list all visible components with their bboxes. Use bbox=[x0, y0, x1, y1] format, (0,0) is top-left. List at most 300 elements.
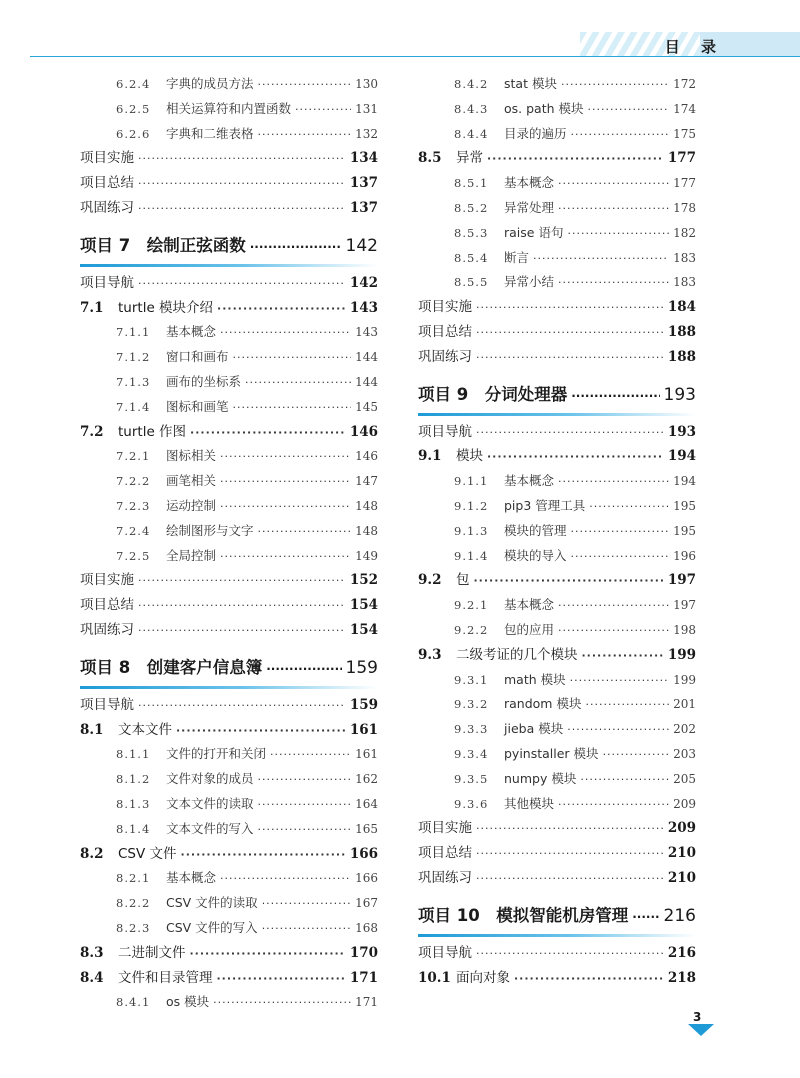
toc-page-number: 209 bbox=[667, 820, 696, 837]
toc-leader-dots bbox=[476, 346, 664, 371]
toc-page-number: 171 bbox=[349, 969, 378, 986]
toc-section-number: 9.1.1 bbox=[454, 474, 489, 489]
toc-section-number: 8.1.1 bbox=[116, 747, 151, 762]
toc-leader-dots bbox=[558, 470, 669, 495]
toc-item-row[interactable] bbox=[418, 816, 696, 841]
toc-leader-dots bbox=[476, 867, 664, 892]
toc-subsection-row[interactable] bbox=[418, 792, 696, 817]
toc-project-heading[interactable] bbox=[418, 897, 696, 935]
toc-section-number: 9.3.6 bbox=[454, 796, 489, 811]
toc-section-number: 8.5.1 bbox=[454, 176, 489, 191]
toc-subsection-row[interactable] bbox=[80, 767, 378, 792]
toc-page-number: 198 bbox=[673, 622, 696, 637]
toc-leader-dots bbox=[487, 147, 664, 172]
toc-item-row[interactable] bbox=[80, 146, 378, 171]
toc-page-number: 137 bbox=[349, 175, 378, 192]
toc-page-number: 131 bbox=[355, 101, 378, 116]
toc-entry-label: 文件的打开和关闭 bbox=[166, 746, 267, 762]
toc-leader-dots bbox=[603, 743, 670, 768]
toc-page-number: 188 bbox=[667, 323, 696, 340]
toc-section-row[interactable] bbox=[418, 966, 696, 991]
toc-subsection-row[interactable] bbox=[418, 717, 696, 742]
toc-section-number: 9.3.2 bbox=[454, 697, 489, 712]
toc-page-number: 143 bbox=[349, 299, 378, 316]
toc-item-row[interactable] bbox=[80, 693, 378, 718]
toc-section-number: 6.2.4 bbox=[116, 77, 151, 91]
toc-section-number: 9.3.3 bbox=[454, 722, 489, 737]
toc-section-number: 9.2.2 bbox=[454, 622, 489, 637]
toc-item-row[interactable] bbox=[80, 171, 378, 196]
toc-subsection-row[interactable] bbox=[418, 221, 696, 246]
toc-subsection-row[interactable] bbox=[418, 270, 696, 295]
toc-page-number: 195 bbox=[673, 523, 696, 538]
toc-page-number: 147 bbox=[355, 474, 378, 489]
toc-section-number: 7.1.3 bbox=[116, 374, 151, 389]
toc-subsection-row[interactable] bbox=[418, 246, 696, 271]
toc-subsection-row[interactable] bbox=[418, 469, 696, 494]
toc-section-number: 9.3.4 bbox=[454, 746, 489, 761]
toc-leader-dots bbox=[138, 272, 346, 297]
toc-section-row[interactable] bbox=[80, 842, 378, 867]
toc-leader-dots bbox=[220, 321, 351, 346]
toc-section-number: 8.4.2 bbox=[454, 77, 489, 91]
toc-section-number: 8.1.3 bbox=[116, 796, 151, 811]
toc-subsection-row[interactable] bbox=[80, 370, 378, 395]
toc-leader-dots bbox=[190, 942, 346, 967]
toc-leader-dots bbox=[571, 123, 670, 148]
toc-entry-label: CSV 文件 bbox=[118, 845, 177, 862]
toc-entry-label: 基本概念 bbox=[166, 324, 217, 340]
toc-subsection-row[interactable] bbox=[418, 519, 696, 544]
toc-entry-label: numpy 模块 bbox=[504, 770, 577, 786]
toc-subsection-row[interactable] bbox=[80, 395, 378, 420]
toc-section-number: 9.3.1 bbox=[454, 672, 489, 687]
toc-subsection-row[interactable] bbox=[418, 618, 696, 643]
toc-subsection-row[interactable] bbox=[80, 97, 378, 122]
toc-page-number: 182 bbox=[673, 225, 696, 240]
toc-page-number: 168 bbox=[355, 920, 378, 935]
toc-leader-dots bbox=[571, 377, 659, 415]
toc-leader-dots bbox=[558, 197, 669, 222]
toc-page-number: 167 bbox=[355, 896, 378, 911]
toc-section-number: 8.4.1 bbox=[116, 995, 151, 1010]
toc-entry-label: 模块的导入 bbox=[504, 547, 567, 563]
toc-leader-dots bbox=[220, 545, 351, 570]
toc-section-number: 7.1.2 bbox=[116, 350, 151, 365]
toc-subsection-row[interactable] bbox=[418, 742, 696, 767]
toc-section-number: 8.2.3 bbox=[116, 920, 151, 935]
toc-leader-dots bbox=[588, 98, 670, 123]
toc-page-number: 146 bbox=[355, 449, 378, 464]
toc-entry-label: 项目总结 bbox=[80, 175, 134, 192]
toc-subsection-row[interactable] bbox=[80, 72, 378, 97]
toc-page-number: 183 bbox=[673, 275, 696, 290]
toc-section-number: 8.5.4 bbox=[454, 250, 489, 265]
toc-item-row[interactable] bbox=[418, 420, 696, 445]
toc-page-number: 199 bbox=[673, 672, 696, 687]
toc-entry-label: pip3 管理工具 bbox=[504, 497, 586, 513]
toc-section-row[interactable] bbox=[418, 146, 696, 171]
toc-entry-label: 绘制图形与文字 bbox=[166, 522, 254, 538]
toc-entry-label: 文本文件 bbox=[118, 721, 172, 738]
toc-page-number: 152 bbox=[349, 572, 378, 589]
toc-entry-label: 巩固练习 bbox=[80, 621, 134, 638]
toc-leader-dots bbox=[487, 445, 664, 470]
toc-section-number: 9.2 bbox=[418, 572, 442, 589]
toc-section-number: 8.1.4 bbox=[116, 821, 151, 836]
toc-subsection-row[interactable] bbox=[418, 668, 696, 693]
toc-entry-label: CSV 文件的写入 bbox=[166, 919, 258, 935]
toc-page-number: 216 bbox=[663, 905, 696, 926]
toc-leader-dots bbox=[558, 271, 669, 296]
toc-leader-dots bbox=[476, 321, 664, 346]
toc-leader-dots bbox=[474, 569, 664, 594]
toc-entry-label: 文本文件的写入 bbox=[166, 820, 254, 836]
toc-subsection-row[interactable] bbox=[80, 792, 378, 817]
toc-section-number: 9.1 bbox=[418, 448, 442, 465]
toc-page-number: 161 bbox=[349, 721, 378, 738]
toc-page-number: 183 bbox=[673, 250, 696, 265]
toc-subsection-row[interactable] bbox=[418, 72, 696, 97]
toc-page-number: 154 bbox=[349, 621, 378, 638]
toc-entry-label: pyinstaller 模块 bbox=[504, 745, 599, 761]
toc-leader-dots bbox=[533, 247, 669, 272]
toc-entry-label: 包的应用 bbox=[504, 621, 555, 637]
toc-page-number: 201 bbox=[673, 697, 696, 712]
toc-subsection-row[interactable] bbox=[418, 692, 696, 717]
toc-project-heading[interactable] bbox=[80, 649, 378, 687]
toc-section-number: 6.2.5 bbox=[116, 101, 151, 116]
toc-page-number: 171 bbox=[355, 995, 378, 1010]
toc-page-number: 188 bbox=[667, 348, 696, 365]
toc-page-number: 209 bbox=[673, 796, 696, 811]
toc-leader-dots bbox=[258, 793, 352, 818]
toc-section-row[interactable] bbox=[80, 941, 378, 966]
toc-item-row[interactable] bbox=[418, 320, 696, 345]
toc-leader-dots bbox=[295, 98, 351, 123]
toc-entry-label: os 模块 bbox=[166, 994, 210, 1010]
toc-section-number: 7.1.1 bbox=[116, 325, 151, 340]
toc-leader-dots bbox=[245, 371, 351, 396]
toc-project-heading[interactable] bbox=[80, 227, 378, 265]
toc-subsection-row[interactable] bbox=[80, 519, 378, 544]
toc-section-number: 8.4.4 bbox=[454, 126, 489, 141]
page-header-title: 目 录 bbox=[664, 38, 724, 56]
toc-entry-label: 二级考证的几个模块 bbox=[456, 646, 578, 663]
toc-section-number: 8.4 bbox=[80, 969, 104, 986]
toc-entry-label: 项目实施 bbox=[80, 572, 134, 589]
toc-entry-label: 运动控制 bbox=[166, 497, 217, 513]
toc-leader-dots bbox=[217, 297, 346, 322]
toc-entry-label: 窗口和画布 bbox=[166, 349, 229, 365]
toc-leader-dots bbox=[476, 942, 664, 967]
toc-entry-label: 项目总结 bbox=[418, 845, 472, 862]
toc-section-number: 7.2.1 bbox=[116, 449, 151, 464]
toc-page-number: 142 bbox=[349, 274, 378, 291]
toc-entry-label: 图标相关 bbox=[166, 448, 217, 464]
toc-item-row[interactable] bbox=[418, 866, 696, 891]
toc-page-number: 161 bbox=[355, 747, 378, 762]
toc-subsection-row[interactable] bbox=[80, 320, 378, 345]
toc-page-number: 166 bbox=[355, 871, 378, 886]
toc-entry-label: 巩固练习 bbox=[418, 348, 472, 365]
toc-page-number: 148 bbox=[355, 498, 378, 513]
toc-page-number: 210 bbox=[667, 845, 696, 862]
toc-leader-dots bbox=[220, 470, 351, 495]
toc-page-number: 130 bbox=[355, 77, 378, 91]
toc-section-row[interactable] bbox=[418, 444, 696, 469]
toc-page-number: 145 bbox=[355, 399, 378, 414]
toc-leader-dots bbox=[217, 967, 346, 992]
toc-subsection-row[interactable] bbox=[418, 494, 696, 519]
toc-section-number: 8.4.3 bbox=[454, 101, 489, 116]
toc-entry-label: 包 bbox=[456, 572, 470, 589]
toc-section-number: 7.1.4 bbox=[116, 399, 151, 414]
toc-subsection-row[interactable] bbox=[80, 122, 378, 147]
toc-entry-label: 字典和二维表格 bbox=[166, 125, 254, 141]
toc-page-number: 159 bbox=[349, 696, 378, 713]
toc-subsection-row[interactable] bbox=[418, 196, 696, 221]
toc-leader-dots bbox=[476, 817, 664, 842]
toc-section-number: 8.5.5 bbox=[454, 275, 489, 290]
toc-entry-label: 文本文件的读取 bbox=[166, 795, 254, 811]
toc-leader-dots bbox=[558, 172, 669, 197]
toc-entry-label: 全局控制 bbox=[166, 547, 217, 563]
toc-item-row[interactable] bbox=[418, 941, 696, 966]
toc-entry-label: random 模块 bbox=[504, 696, 582, 712]
toc-entry-label: raise 语句 bbox=[504, 224, 564, 240]
toc-section-row[interactable] bbox=[80, 420, 378, 445]
toc-section-row[interactable] bbox=[418, 643, 696, 668]
toc-subsection-row[interactable] bbox=[80, 990, 378, 1015]
toc-leader-dots bbox=[176, 719, 346, 744]
toc-section-number: 8.2.2 bbox=[116, 896, 151, 911]
toc-leader-dots bbox=[476, 421, 664, 446]
toc-page-number: 174 bbox=[673, 101, 696, 116]
toc-item-row[interactable] bbox=[80, 568, 378, 593]
toc-entry-label: 模块 bbox=[456, 448, 483, 465]
toc-entry-label: os. path 模块 bbox=[504, 100, 584, 116]
toc-page-number: 193 bbox=[667, 423, 696, 440]
toc-entry-label: stat 模块 bbox=[504, 76, 557, 91]
toc-leader-dots bbox=[138, 619, 346, 644]
toc-leader-dots bbox=[258, 123, 352, 148]
toc-subsection-row[interactable] bbox=[80, 469, 378, 494]
toc-leader-dots bbox=[589, 495, 669, 520]
toc-subsection-row[interactable] bbox=[418, 122, 696, 147]
toc-leader-dots bbox=[258, 73, 352, 98]
toc-leader-dots bbox=[580, 768, 669, 793]
toc-entry-label: jieba 模块 bbox=[504, 721, 564, 737]
toc-project-title: 项目 10 模拟智能机房管理 bbox=[418, 905, 629, 925]
toc-leader-dots bbox=[571, 520, 670, 545]
toc-leader-dots bbox=[262, 892, 351, 917]
toc-entry-label: 面向对象 bbox=[456, 969, 510, 986]
toc-item-row[interactable] bbox=[80, 593, 378, 618]
toc-leader-dots bbox=[220, 867, 351, 892]
toc-subsection-row[interactable] bbox=[418, 767, 696, 792]
toc-subsection-row[interactable] bbox=[80, 891, 378, 916]
toc-project-underline bbox=[418, 413, 696, 416]
toc-subsection-row[interactable] bbox=[418, 593, 696, 618]
toc-page-number: 172 bbox=[673, 77, 696, 91]
toc-section-number: 7.2.4 bbox=[116, 523, 151, 538]
toc-leader-dots bbox=[138, 569, 346, 594]
toc-leader-dots bbox=[220, 445, 351, 470]
toc-entry-label: 其他模块 bbox=[504, 795, 555, 811]
toc-item-row[interactable] bbox=[418, 295, 696, 320]
toc-leader-dots bbox=[558, 619, 669, 644]
toc-subsection-row[interactable] bbox=[80, 544, 378, 569]
toc-page-number: 143 bbox=[355, 325, 378, 340]
toc-entry-label: 项目导航 bbox=[418, 944, 472, 961]
toc-column-right bbox=[418, 72, 696, 990]
toc-subsection-row[interactable] bbox=[418, 97, 696, 122]
toc-section-number: 8.1 bbox=[80, 721, 104, 738]
toc-leader-dots bbox=[514, 967, 664, 992]
toc-section-number: 7.2.5 bbox=[116, 548, 151, 563]
toc-section-number: 9.2.1 bbox=[454, 598, 489, 613]
toc-page-number: 195 bbox=[673, 498, 696, 513]
toc-project-underline bbox=[80, 264, 378, 267]
toc-page-number: 134 bbox=[349, 150, 378, 167]
toc-leader-dots bbox=[220, 495, 351, 520]
toc-entry-label: 项目实施 bbox=[418, 299, 472, 316]
toc-entry-label: CSV 文件的读取 bbox=[166, 895, 258, 911]
page-corner-arrow-icon bbox=[688, 1024, 714, 1036]
toc-page-number: 164 bbox=[355, 796, 378, 811]
toc-section-number: 9.3 bbox=[418, 646, 442, 663]
toc-section-number: 10.1 bbox=[418, 969, 451, 986]
toc-page-number: 199 bbox=[667, 646, 696, 663]
toc-section-row[interactable] bbox=[80, 966, 378, 991]
toc-leader-dots bbox=[582, 644, 664, 669]
toc-entry-label: 基本概念 bbox=[504, 175, 555, 191]
toc-section-number: 7.2.3 bbox=[116, 498, 151, 513]
toc-entry-label: 异常小结 bbox=[504, 274, 555, 290]
toc-section-row[interactable] bbox=[80, 718, 378, 743]
toc-subsection-row[interactable] bbox=[80, 866, 378, 891]
toc-section-number: 9.1.3 bbox=[454, 523, 489, 538]
toc-page-number: 205 bbox=[673, 771, 696, 786]
toc-project-title: 项目 9 分词处理器 bbox=[418, 384, 568, 404]
toc-subsection-row[interactable] bbox=[80, 494, 378, 519]
toc-page-number: 144 bbox=[355, 374, 378, 389]
toc-entry-label: 项目导航 bbox=[80, 696, 134, 713]
toc-section-number: 8.2.1 bbox=[116, 871, 151, 886]
toc-page-number: 149 bbox=[355, 548, 378, 563]
toc-subsection-row[interactable] bbox=[418, 171, 696, 196]
toc-section-number: 7.2 bbox=[80, 423, 104, 440]
toc-item-row[interactable] bbox=[418, 345, 696, 370]
toc-entry-label: 基本概念 bbox=[504, 597, 555, 613]
toc-section-number: 8.1.2 bbox=[116, 772, 151, 787]
toc-leader-dots bbox=[476, 296, 664, 321]
toc-entry-label: 异常 bbox=[456, 150, 483, 167]
toc-subsection-row[interactable] bbox=[418, 544, 696, 569]
toc-section-row[interactable] bbox=[418, 568, 696, 593]
toc-entry-label: 画笔相关 bbox=[166, 473, 217, 489]
toc-leader-dots bbox=[567, 718, 669, 743]
toc-entry-label: turtle 模块介绍 bbox=[118, 299, 214, 316]
toc-entry-label: 模块的管理 bbox=[504, 522, 567, 538]
toc-leader-dots bbox=[138, 172, 346, 197]
toc-project-underline bbox=[418, 934, 696, 937]
toc-entry-label: 文件和目录管理 bbox=[118, 969, 213, 986]
toc-entry-label: 异常处理 bbox=[504, 199, 555, 215]
toc-subsection-row[interactable] bbox=[80, 444, 378, 469]
toc-leader-dots bbox=[250, 228, 342, 266]
toc-page-number: 203 bbox=[673, 746, 696, 761]
toc-page-number: 177 bbox=[673, 176, 696, 191]
toc-page-number: 162 bbox=[355, 772, 378, 787]
toc-section-row[interactable] bbox=[80, 296, 378, 321]
toc-page-number: 144 bbox=[355, 350, 378, 365]
toc-page-number: 194 bbox=[673, 474, 696, 489]
toc-page-number: 197 bbox=[667, 572, 696, 589]
toc-page-number: 193 bbox=[663, 384, 696, 405]
toc-item-row[interactable] bbox=[80, 271, 378, 296]
toc-page-number: 194 bbox=[667, 448, 696, 465]
toc-section-number: 9.3.5 bbox=[454, 771, 489, 786]
toc-leader-dots bbox=[181, 843, 346, 868]
toc-project-title: 项目 8 创建客户信息簿 bbox=[80, 657, 263, 677]
toc-page-number: 175 bbox=[673, 126, 696, 141]
toc-entry-label: 图标和画笔 bbox=[166, 398, 229, 414]
toc-page-number: 197 bbox=[673, 598, 696, 613]
toc-leader-dots bbox=[585, 693, 669, 718]
toc-leader-dots bbox=[567, 222, 669, 247]
toc-section-number: 8.5.2 bbox=[454, 200, 489, 215]
toc-subsection-row[interactable] bbox=[80, 742, 378, 767]
toc-leader-dots bbox=[558, 594, 669, 619]
toc-leader-dots bbox=[570, 669, 669, 694]
toc-leader-dots bbox=[258, 818, 352, 843]
toc-page-number: 132 bbox=[355, 126, 378, 141]
toc-entry-label: 巩固练习 bbox=[418, 869, 472, 886]
toc-page-number: 146 bbox=[349, 423, 378, 440]
toc-section-number: 8.5.3 bbox=[454, 225, 489, 240]
toc-item-row[interactable] bbox=[418, 841, 696, 866]
toc-page-number: 178 bbox=[673, 200, 696, 215]
toc-entry-label: 基本概念 bbox=[166, 870, 217, 886]
toc-page-number: 177 bbox=[667, 150, 696, 167]
toc-page-number: 210 bbox=[667, 869, 696, 886]
toc-leader-dots bbox=[138, 197, 346, 222]
toc-page-number: 165 bbox=[355, 821, 378, 836]
toc-leader-dots bbox=[270, 743, 351, 768]
toc-entry-label: 目录的遍历 bbox=[504, 125, 567, 141]
toc-page-number: 154 bbox=[349, 597, 378, 614]
toc-section-number: 8.3 bbox=[80, 944, 104, 961]
toc-project-title: 项目 7 绘制正弦函数 bbox=[80, 235, 246, 255]
toc-page-number: 218 bbox=[667, 969, 696, 986]
page-number: 3 bbox=[693, 1010, 702, 1024]
toc-leader-dots bbox=[476, 842, 664, 867]
toc-leader-dots bbox=[233, 346, 352, 371]
toc-subsection-row[interactable] bbox=[80, 345, 378, 370]
toc-leader-dots bbox=[561, 73, 669, 98]
toc-item-row[interactable] bbox=[80, 618, 378, 643]
toc-subsection-row[interactable] bbox=[80, 916, 378, 941]
toc-item-row[interactable] bbox=[80, 196, 378, 221]
toc-subsection-row[interactable] bbox=[80, 817, 378, 842]
toc-leader-dots bbox=[138, 594, 346, 619]
toc-project-heading[interactable] bbox=[418, 376, 696, 414]
toc-leader-dots bbox=[138, 147, 346, 172]
toc-entry-label: 画布的坐标系 bbox=[166, 373, 242, 389]
toc-entry-label: 项目总结 bbox=[80, 597, 134, 614]
